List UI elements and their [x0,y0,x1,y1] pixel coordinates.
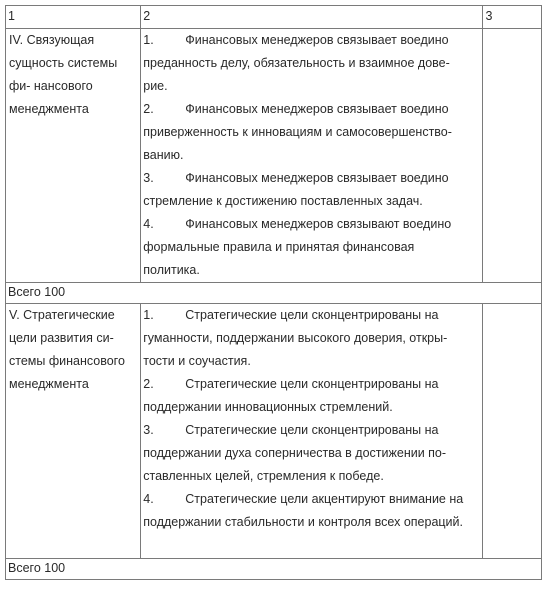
section-iv-total: Всего 100 [6,283,542,304]
section-v-total: Всего 100 [6,559,542,580]
section-v-score-cell[interactable] [483,304,542,559]
item-number: 1. [143,33,154,47]
section-iv-item-2 [143,98,482,167]
section-iv-title-line: сущность системы [9,56,118,70]
item-text: ставленных целей, стремления к победе. [143,469,384,483]
item-text: формальные правила и принятая финансовая [143,240,415,254]
section-iv-total-row [6,283,542,304]
item-number: 1. [143,308,154,322]
section-iv-item-1 [143,29,482,98]
header-row [6,6,542,29]
section-v-title-line: цели развития си- [9,331,114,345]
item-text: Стратегические цели сконцентрированы на [185,377,439,391]
header-col-2: 2 [141,6,483,29]
header-col-1: 1 [6,6,141,29]
item-number: 2. [143,377,154,391]
section-v-items-cell [141,304,483,559]
section-iv-title-line: фи- нансового [9,79,93,93]
item-text: гуманности, поддержании высокого доверия, откры- [143,331,448,345]
section-iv-row [6,29,542,283]
section-v-title [8,304,140,396]
item-text: поддержании стабильности и контроля всех операций. [143,515,463,529]
item-text: тости и соучастия. [143,354,251,368]
section-iv-score-cell[interactable] [483,29,542,283]
section-v-item-1 [143,304,482,373]
section-iv-title-line: менеджмента [9,102,89,116]
item-text: Финансовых менеджеров связывает воедино [185,33,449,47]
item-text: поддержании инновационных стремлений. [143,400,393,414]
section-iv-title-line: IV. Связующая [9,33,95,47]
item-text: политика. [143,263,200,277]
item-number: 4. [143,492,154,506]
item-number: 4. [143,217,154,231]
section-iv-item-4 [143,213,482,282]
item-text: Стратегические цели акцентируют внимание на [185,492,464,506]
section-v-title-cell [6,304,141,559]
item-text: ванию. [143,148,184,162]
section-v-item-4 [143,488,482,534]
section-v-total-row [6,559,542,580]
item-text: Стратегические цели сконцентрированы на [185,308,439,322]
section-v-title-line: стемы финансового [9,354,125,368]
section-iv-title-cell [6,29,141,283]
section-v-title-line: V. Стратегические [9,308,115,322]
item-number: 3. [143,423,154,437]
item-text: Финансовых менеджеров связывают воедино [185,217,452,231]
section-v-row [6,304,542,559]
section-v-item-3 [143,419,482,488]
section-iv-title [8,29,140,121]
questionnaire-table [5,5,542,580]
item-number: 3. [143,171,154,185]
section-v-title-line: менеджмента [9,377,89,391]
section-iv-items-cell [141,29,483,283]
item-text: стремление к достижению поставленных задач. [143,194,423,208]
item-text: преданность делу, обязательность и взаимное дове- [143,56,450,70]
item-number: 2. [143,102,154,116]
item-text: поддержании духа соперничества в достижении по- [143,446,447,460]
item-text: рие. [143,79,168,93]
item-text: Финансовых менеджеров связывает воедино [185,102,449,116]
section-iv-item-3 [143,167,482,213]
section-v-item-2 [143,373,482,419]
item-text: приверженность к инновациям и самосовершенство- [143,125,452,139]
item-text: Стратегические цели сконцентрированы на [185,423,439,437]
item-text: Финансовых менеджеров связывает воедино [185,171,449,185]
header-col-3: 3 [483,6,542,29]
